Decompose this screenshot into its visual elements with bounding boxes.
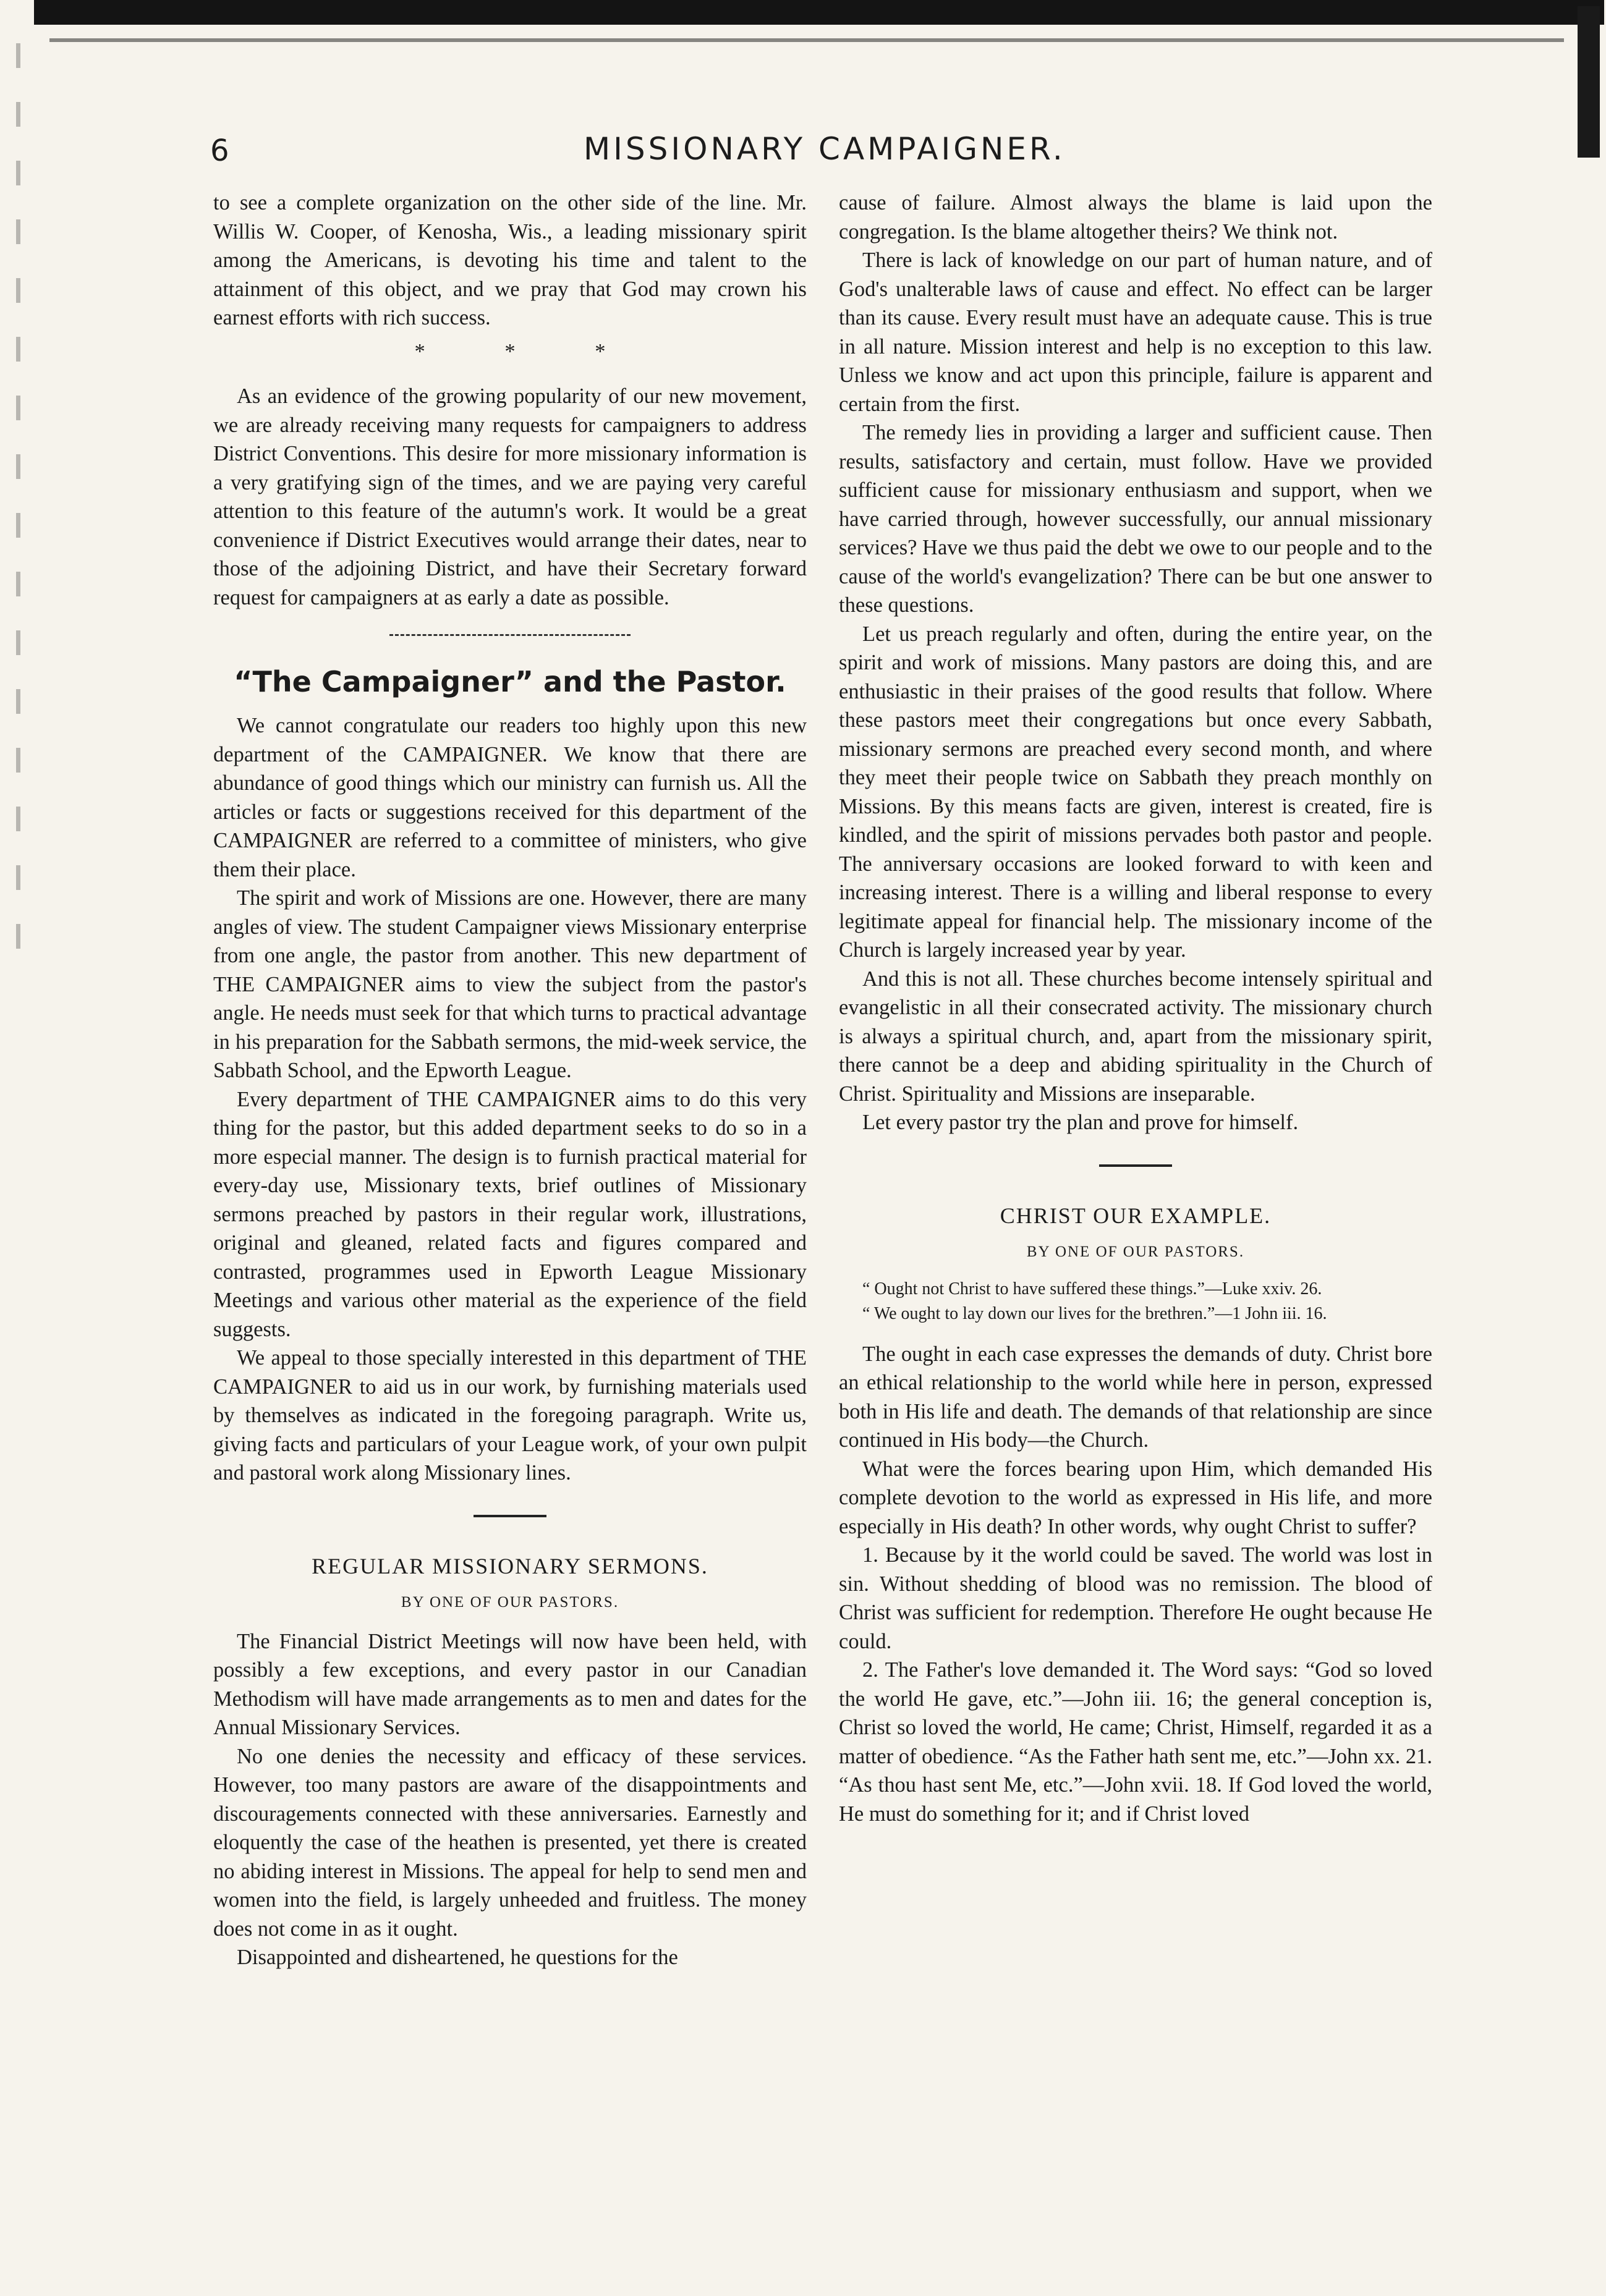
paragraph: 1. Because by it the world could be saved. The world was lost in sin. Without shedding of blood was no remission. The blood of Christ was sufficient for redemption. Therefore He ought because He could. [839,1543,1432,1653]
epigraph-line: “ Ought not Christ to have suffered these things.”—Luke xxiv. 26. [862,1279,1322,1298]
right-column [839,189,1432,1828]
paragraph: And this is not all. These churches become intensely spiritual and evangelistic in all their consecrated activity. The missionary church is always a spiritual church, and, apart from the missionary spirit, there cannot be a deep and abiding spirituality in the Church of Christ. Spirituality and Missions are inseparable. [839,967,1432,1106]
section-stars: * * * [414,339,643,363]
article-heading: CHRIST OUR EXAMPLE. [1000,1203,1272,1228]
masthead-title: MISSIONARY CAMPAIGNER. [584,131,1066,167]
section-divider [474,1515,546,1517]
paragraph: Disappointed and disheartened, he questions for the [237,1946,678,1969]
paragraph: cause of failure. Almost always the blame is laid upon the congregation. Is the blame altogether theirs? We think not. [839,191,1432,244]
paragraph: There is lack of knowledge on our part of human nature, and of God's unalterable laws of cause and effect. No effect can be larger than its cause. Every result must have an adequate cause. This is true in all nature. Mission interest and help is no exception to this law. Unless we know and act upon this principle, failure is apparent and certain from the first. [839,248,1432,416]
article-byline: BY ONE OF OUR PASTORS. [1026,1243,1245,1260]
paragraph: What were the forces bearing upon Him, which demanded His complete devotion to the world as expressed in His life, and more especially in His death? In other words, why ought Christ to suffer? [839,1457,1432,1538]
paragraph: Let every pastor try the plan and prove for himself. [862,1111,1299,1134]
section-divider [389,634,631,636]
paragraph: The spirit and work of Missions are one. However, there are many angles of view. The student Campaigner views Missionary enterprise from one angle, the pastor from another. This new department of THE CAMPAIGNER aims to view the subject from the pastor's angle. He needs must seek for that which turns to practical advantage in his preparation for the Sabbath sermons, the mid-week service, the Sabbath School, and the Epworth League. [213,886,807,1082]
epigraph [839,1277,1432,1326]
epigraph-line: “ We ought to lay down our lives for the brethren.”—1 John iii. 16. [862,1303,1327,1323]
article-heading: REGULAR MISSIONARY SERMONS. [312,1553,708,1578]
paragraph: Every department of THE CAMPAIGNER aims to do this very thing for the pastor, but this added department seeks to do so in a more especial manner. The design is to furnish practical material for every-day use, Missionary texts, brief outlines of Missionary sermons preached by pastors in their regular work, illustrations, original and gleaned, related facts and figures compared and contrasted, programmes used in Epworth League Missionary Meetings and various other material as the experience of the field suggests. [213,1087,807,1341]
page-number: 6 [210,133,229,168]
paragraph: No one denies the necessity and efficacy of these services. However, too many pastors are aware of the disappointments and discouragements connected with these anniversaries. Earnestly and eloquently the case of the heathen is presented, yet there is created no abiding interest in Missions. The appeal for help to send men and women into the field, is largely unheeded and fruitless. The money does not come in as it ought. [213,1744,807,1941]
paragraph: The ought in each case expresses the demands of duty. Christ bore an ethical relationship to the world while here in person, expressed both in His life and death. The demands of that relationship are since continued in His body—the Church. [839,1342,1432,1452]
paragraph: We appeal to those specially interested in this department of THE CAMPAIGNER to aid us in our work, by furnishing materials used by themselves as indicated in the foregoing paragraph. Write us, giving facts and particulars of your League work, of your own pulpit and pastoral work along Missionary lines. [213,1346,807,1485]
right-edge-mark [1578,6,1600,158]
paragraph: We cannot congratulate our readers too highly upon this new department of the CAMPAIGNER. We know that there are abundance of good things which our ministry can furnish us. All the articles or facts or suggestions received for this department of the CAMPAIGNER are referred to a committee of ministers, who give them their place. [213,714,807,881]
paragraph: Let us preach regularly and often, during the entire year, on the spirit and work of missions. Many pastors are doing this, and are enthusiastic in their praises of the good results that follow. Where these pastors meet their congregations but once every Sabbath, missionary sermons are preached every second month, and where they meet their people twice on Sabbath they preach monthly on Missions. By this means facts are given, interest is created, fire is kindled, and the spirit of missions pervades both pastor and people. The anniversary occasions are looked forward to with keen and increasing interest. There is a willing and liberal response to every legitimate appeal for financial help. The missionary income of the Church is largely increased year by year. [839,622,1432,962]
paragraph: As an evidence of the growing popularity of our new movement, we are already receiving many requests for campaigners to address District Conventions. This desire for more missionary information is a very gratifying sign of the times, and we are paying very careful attention to this feature of the autumn's work. It would be a great convenience if District Executives would arrange their dates, near to those of the adjoining District, and have their Secretary forward request for campaigners at as early a date as possible. [213,384,807,609]
paragraph: The remedy lies in providing a larger and sufficient cause. Then results, satisfactory and certain, must follow. Have we provided sufficient cause for missionary enthusiasm and support, when we have carried through, however successfully, our annual missionary services? Have we thus paid the debt we owe to our people and to the cause of the world's evangelization? There can be but one answer to these questions. [839,421,1432,617]
left-edge-mark [16,43,20,970]
article-heading: “The Campaigner” and the Pastor. [234,665,786,698]
top-border [34,0,1604,25]
top-border-shadow [49,38,1564,42]
article-byline: BY ONE OF OUR PASTORS. [401,1593,619,1611]
paragraph: to see a complete organization on the other side of the line. Mr. Willis W. Cooper, of Kenosha, Wis., a leading missionary spirit among the Americans, is devoting his time and talent to the attainment of this object, and we pray that God may crown his earnest efforts with rich success. [213,191,807,329]
paragraph: The Financial District Meetings will now have been held, with possibly a few exceptions, and every pastor in our Canadian Methodism will have made arrangements as to men and dates for the Annual Missionary Services. [213,1629,807,1739]
left-column [213,189,807,1972]
paragraph: 2. The Father's love demanded it. The Word says: “God so loved the world He gave, etc.”—John iii. 16; the general conception is, Christ so loved the world, He came; Christ, Himself, regarded it as a matter of obedience. “As the Father hath sent me, etc.”—John xx. 21. “As thou hast sent Me, etc.”—John xvii. 18. If God loved the world, He must do something for it; and if Christ loved [839,1658,1432,1826]
section-divider [1099,1164,1172,1167]
